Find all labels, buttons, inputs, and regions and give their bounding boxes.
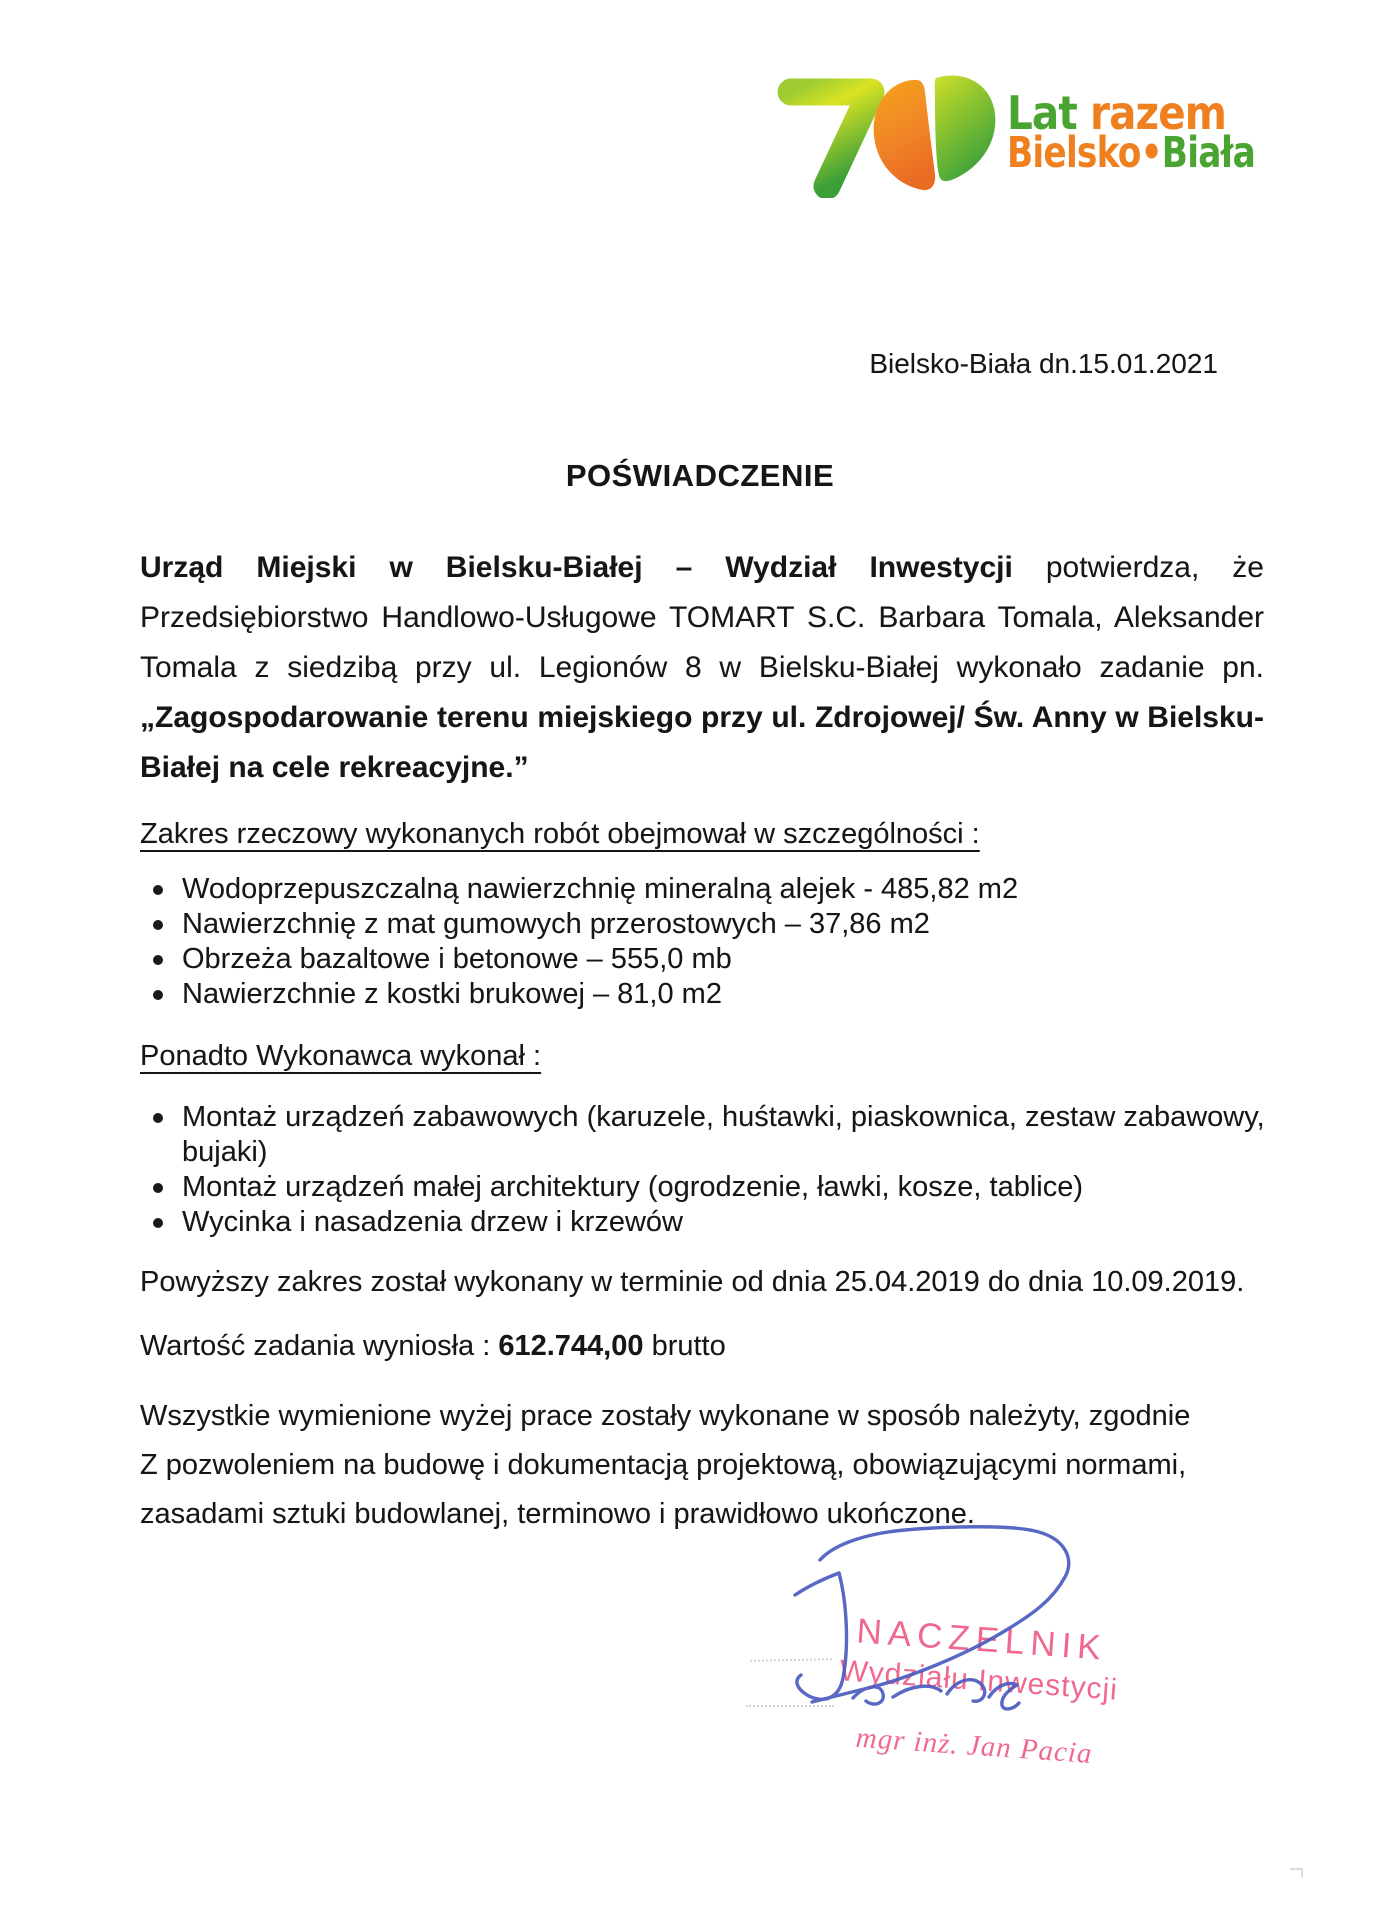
timeframe-paragraph: Powyższy zakres został wykonany w terminie od dnia 25.04.2019 do dnia 10.09.2019. [140,1266,1245,1298]
scope-section-heading: Zakres rzeczowy wykonanych robót obejmował w szczególności : [140,818,980,850]
document-date: Bielsko-Biała dn.15.01.2021 [869,348,1218,379]
list-item: Nawierzchnie z kostki brukowej – 81,0 m2 [146,977,1266,1012]
intro-body: potwierdza, że Przedsiębiorstwo Handlowo-Usługowe TOMART S.C. Barbara Tomala, Aleksander Tomala z siedzibą przy ul. Legionów 8 w Bielsku-Białej wykonało zadanie pn. [140,551,1264,684]
list-item: Montaż urządzeń zabawowych (karuzele, huśtawki, piaskownica, zestaw zabawowy, bujaki) [146,1100,1266,1170]
handwritten-signature [735,1515,1315,1815]
quality-line: Wszystkie wymienione wyżej prace zostały wykonane w sposób należyty, zgodnie [140,1400,1191,1432]
quality-line: zasadami sztuki budowlanej, terminowo i prawidłowo ukończone. [140,1498,975,1530]
stamp-department: Wydziału Inwestycji [838,1654,1119,1707]
logo-7-heart-icon [775,66,1003,198]
intro-paragraph [140,543,1264,793]
signature-j-hook-stroke [795,1573,839,1595]
signature-scribble-stroke [893,1686,941,1697]
additional-section-heading: Ponadto Wykonawca wykonał : [140,1040,542,1072]
city-anniversary-logo [775,66,1317,198]
scope-items-list [146,872,1266,1012]
list-item: Montaż urządzeń małej architektury (ogrodzenie, ławki, kosze, tablice) [146,1170,1266,1205]
logo-line-bielsko-biala: Bielsko•Biała [1007,128,1255,178]
intro-issuer: Urząd Miejski w Bielsku-Białej – Wydział Inwestycji [140,551,1013,584]
scan-artifact-dashes [746,1705,834,1707]
logo-digit-7 [791,92,871,186]
list-item: Wycinka i nasadzenia drzew i krzewów [146,1205,1266,1240]
stamp-signer-name: mgr inż. Jan Pacia [854,1721,1094,1771]
document-title: POŚWIADCZENIE [565,458,835,493]
logo-wordmark [1007,66,1317,178]
list-item: Wodoprzepuszczalną nawierzchnię mineralną alejek - 485,82 m2 [146,872,1266,907]
signature-j-stem-stroke [797,1573,847,1699]
logo-heart-right-lobe [935,76,996,182]
value-unit: brutto [643,1330,726,1362]
signature-scribble-stroke [947,1680,985,1702]
quality-line: Z pozwoleniem na budowę i dokumentacją projektową, obowiązującymi normami, [140,1449,1187,1481]
signature-scribble-stroke [989,1684,1019,1709]
scan-artifact-corner-mark [1290,1868,1303,1877]
signature-loop-stroke [812,1527,1069,1702]
value-paragraph [140,1330,1270,1363]
list-item: Nawierzchnię z mat gumowych przerostowych – 37,86 m2 [146,907,1266,942]
stamp-position-title: NACZELNIK [855,1611,1108,1668]
list-item: Obrzeża bazaltowe i betonowe – 555,0 mb [146,942,1266,977]
value-amount: 612.744,00 [498,1330,644,1362]
logo-line-lat-razem: Lat razem [1007,86,1227,140]
intro-task-name: „Zagospodarowanie terenu miejskiego przy ul. Zdrojowej/ Św. Anny w Bielsku-Białej na cele rekreacyjne.” [140,701,1264,784]
additional-items-list [146,1100,1266,1240]
value-label: Wartość zadania wyniosła : [140,1330,499,1362]
